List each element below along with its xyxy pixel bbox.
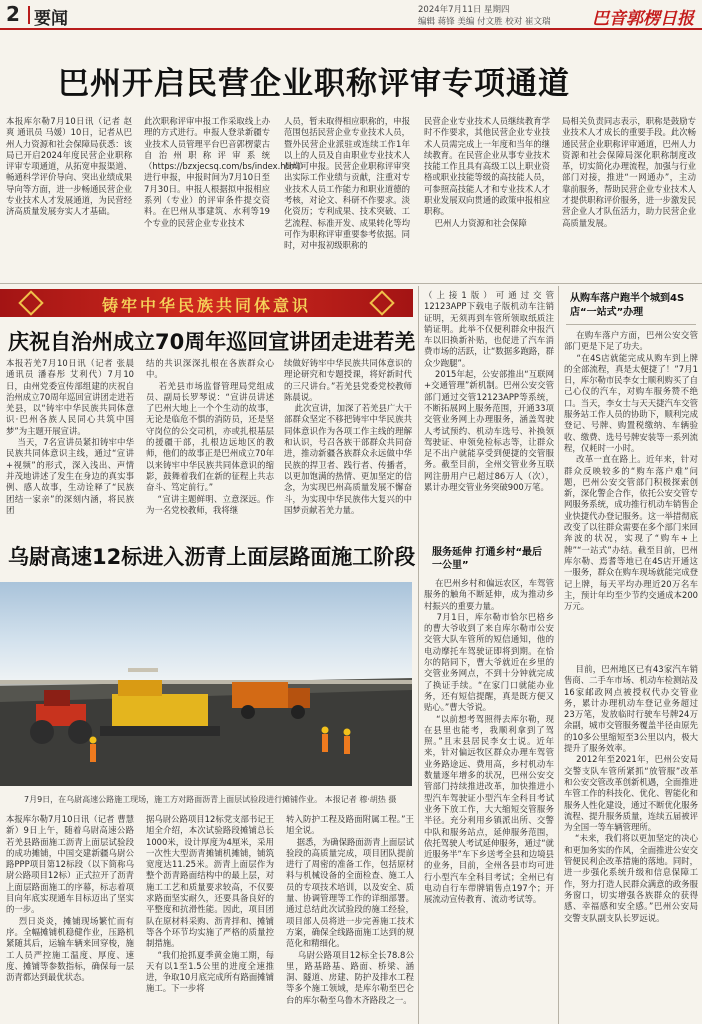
article1-col5: 局相关负责同志表示，职称是鼓励专业技术人才成长的重要手段。此次畅通民营企业职称评审通道，巴州人力资源和社会保障局深化职称制度改革，切实简化办理流程，加强与行业部门对接，推进“一网通办”，主动靠前服务，帮助民营企业专业技术人才提供职称评价服务，进一步激发民营企业人才队伍活力，助力民营企业高质量发展。 (562, 116, 696, 228)
article4-col3: 在购车落户方面，巴州公安交管部门更是下足了功夫。 “在4S店就能完成从购车到上牌的全部流程，真是太便捷了！”7月1日，库尔勒市民李女士顺利购买了自己心仪的汽车，对购车服务赞不绝口。当天，李女士与天天捷汽车交管服务站工作人员的协助下，顺利完成登记、号牌、购置税缴纳、车辆验收、缴费、选号号牌安装等一系列流程，仅耗时一小时。 改革一直在路上。近年来，针对群众反映较多的“购车落户难”问题，巴州公安交管部门积极探索创新，深化警企合作，依托公安交管专网服务系统，成功推行机动车销售企业快捷代办登记服务。这一举措彻底改变了以往群众需要在多个部门来回奔波的状况，实现了“购车+上牌”“一站式”办结。截至目前，巴州库尔勒、焉耆等地已在4S店开通这一服务，群众在购车现场就能完成登记上牌，每天平均办理近20万名车主，预计年均至少节约交通成本200万元。 (564, 330, 699, 612)
paving-scene-illustration (0, 582, 412, 786)
article2-headline: 庆祝自治州成立70周年巡回宣讲团走进若羌 (8, 330, 416, 354)
article3-col3: 转入防护工程及路面附属工程。”王旭全说。 据悉，为确保路面沥青上面层试验段的高质量完成，项目团队提前进行了周密的准备工作，包括原材料与机械设备的全面检查、施工人员的专项技术培训，以及安全、质量、协调管理等工作的详细部署。通过总结此次试验段的施工经验，项目部人员将进一步完善施工技术方案，确保全线路面施工达到的规范化和精细化。 乌尉公路项目12标全长78.8公里，路基路基、路面、桥梁、涵洞、隧道、房建、防护及排水工程等多个施工领域，是库尔勒至巴仑台的库尔勒至乌鲁木齐路段之一。 (286, 814, 414, 1005)
article4-subhead: 服务延伸 打通乡村“最后一公里” (432, 547, 543, 571)
article1-col1: 本报库尔勒7月10日讯（记者 赵爽 通讯员 马媛）10日，记者从巴州人力资源和社会保障局获悉：该局已开启2024年度民营企业职称评审专项通道，从拓宽申报渠道、畅通科学评价导向、突出业绩成果导向等方面，进一步畅通民营企业专业技术人才发展通道，为民营经济高质量发展夯实人才基础。 (6, 116, 132, 217)
ethnic-unity-banner (0, 289, 413, 317)
article2-col1: 本报若羌7月10日讯（记者 张晨 通讯员 潘春彤 艾利代）7月10日，由州党委宣传部组建的庆祝自治州成立70周年巡回宣讲团走进若羌县，以“铸牢中华民族共同体意识·巴州各族人民同心共筑中国梦”为主题开展宣讲。 当天，7名宣讲员紧扣铸牢中华民族共同体意识主线，通过“宣讲+视频”的形式，深入浅出、声情并茂地讲述了发生在身边的真实事例、感人故事，生动诠释了“民族团结一家亲”的深刻内涵，将民族团 (6, 358, 134, 515)
article1-headline: 巴州开启民营企业职称评审专项通道 (58, 66, 570, 102)
newspaper-logo: 巴音郭楞日报 (592, 9, 694, 29)
article4-col1: （上接1版）可通过交管12123APP下载电子版机动车注销证明，无须再到车管所领取纸质注销证明。此举不仅便利群众申报汽车以旧换新补贴，也促进了汽车消费市场的活跃，让“数据多跑路，群众少跑腿”。 2015年起，公安部推出“互联网+交通管理”新机制。巴州公安交管部门通过交管12123APP等系统，不断拓展网上服务范围，开通33项交管业务网上办理服务，涵盖驾驶人考试预约、机动车选号、补换领驾驶证、申领免检标志等，让群众足不出户就能享受到便捷的交管服务。截至目前，全州交管业务互联网注册用户已超过86万人（次），累计办理交管业务突破900万笔。 (424, 290, 554, 493)
column-rule (418, 286, 419, 1024)
photo-caption: 7月9日，在乌尉高速公路施工现场，施工方对路面沥青上面层试验段进行摊铺作业。 本报记者 穆·胡热 摄 (24, 795, 397, 804)
banner-text: 铸牢中华民族共同体意识 (101, 296, 311, 315)
article4-col2: 在巴州乡村和偏远农区，车驾管服务的触角不断延伸，成为推动乡村振兴的重要力量。 7月1日，库尔勒市恰尔巴格乡的曹大爷收到了来自库尔勒市公安交管大队车管所的短信通知，他的电动摩托车驾驶证即将到期。在恰尔的陪同下，曹大爷就近在乡里的交管业务网点，不到十分钟就完成了换证手续。“在家门口就能办业务，还有短信提醒，真是既方便又贴心。”曹大爷说。 “以前想考驾照得去库尔勒，现在县里也能考，我顺利拿到了驾照。”且末县居民李女士说。近年来，针对偏远牧区群众办理车驾管业务路途远、费用高，乡村机动车数量逐年增多的状况，巴州公安交管部门持续推进改革，加快推进小型汽车驾驶证小型汽车全科目考试业务下放工作，大大缩短交管服务半径。充分利用乡镇派出所、交警中队和服务站点，延伸服务范围，依托驾驶人考试延伸服务，通过“就近服务半”车下乡送考全县和边境县的业务，目前，全州各县市均可进行小型汽车全科目考试；全州已有电动自行车带牌销售点197个；开展流动宣传教育、流动考试等。 (424, 578, 555, 905)
column-rule (558, 286, 559, 1024)
article1-col4: 民营企业专业技术人员继续教育学时不作要求，其他民营企业专业技术人员需完成上一年度和当年的继续教育。在民营企业从事专业技术技能工作且具有高级工以上职业资格或职业技能等级的高技能人员，可参照高技能人才和专业技术人才职业发展双向贯通的政策申报相应职称。 巴州人力资源和社会保障 (424, 116, 550, 228)
issue-date: 2024年7月11日 星期四 (418, 5, 510, 15)
paver-machine-icon (100, 668, 220, 736)
divider (0, 283, 702, 284)
article1-col3: 人员，暂未取得相应职称的，申报范围包括民营企业专业技术人员，暨外民营企业派驻或连续工作1年以上的人员及自由职业专业技术人员均可申报。民营企业职称评审突出实际工作业绩与贡献，注重对专业技术人员工作能力和职业道德的考核，对论文、科研不作要求。淡化资历；专利成果、技术突破、工艺流程、标准开发、成果转化等均可作为职称评审重要参考依据。同时，对申报初级职称的 (284, 116, 410, 251)
article2-col2: 结的共识深深扎根在各族群众心中。 若羌县市场监督管理局党组成员、副局长罗琴说：“宣讲员讲述了巴州大地上一个个生动的故事，无论是临危不惧的消防员，还是坚守岗位的公交司机，亦或扎根基层的援疆干部，扎根边远地区的教师，他们的故事正是巴州成立70年以来铸牢中华民族共同体意识的缩影，鼓舞着我们在新的征程上共志奋斗、笃定前行。” “宣讲主题鲜明、立意深远。作为一名党校教师，我将继 (146, 358, 275, 515)
editors-line: 编辑 蒋锋 美编 付文胜 校对 崔文瑞 (418, 17, 551, 27)
article1-col2: 此次职称评审申报工作采取线上办理的方式进行。申报人登录新疆专业技术人员管理平台巴音郭楞蒙古自治州职称评审系统（https://bzxjecsq.com/bs/index.html）进行申报，申报时间为7月10日至7月30日。申报人根据拟申报相应系列（专业）的评审条件提交资料。在巴州从事建筑、水利等19个专业的民营企业专业技术 (144, 116, 308, 228)
section-name: 要闻 (34, 9, 68, 29)
article3-headline: 乌尉高速12标进入沥青上面层路面施工阶段 (8, 545, 416, 569)
article2-col3: 续做好铸牢中华民族共同体意识的理论研究和专题授课，将好新时代的三尺讲台。”若羌县党委党校教师陈晨说。 此次宣讲，加深了若羌县广大干部群众坚定不移把铸牢中华民族共同体意识作为各项工作主线的理解和认识，号召各族干部群众共同奋进，推动新疆各族群众永远做中华民族的捍卫者、践行者、传播者，以更加饱满的热情、更加坚定的信念，为实现巴州高质量发展不懈奋斗，为实现中华民族伟大复兴的中国梦贡献若羌力量。 (284, 358, 412, 515)
page-header (0, 0, 702, 30)
article3-col1: 本报库尔勒7月10日讯（记者 曹慧新）9日上午，随着乌尉高速公路若羌县路面施工沥青上面层试验段的成功摊铺，中国交建新疆乌尉公路PPP项目第12标段（以下简称乌尉公路项目12标）正式拉开了沥青上面层路面施工的序幕，标志着项目向年底实现通车目标迈出了坚实的一步。 烈日炎炎，摊铺现场繁忙而有序。全幅摊铺机稳健作业，压路机紧随其后，运输车辆来回穿梭，施工人员严控施工温度、厚度、速度、摊铺等参数指标，确保每一层沥青都达到最优状态。 (6, 814, 135, 983)
header-separator (28, 6, 30, 24)
box-divider (566, 324, 696, 325)
road-construction-photo (0, 582, 412, 786)
article4-box-title: 从购车落户跑半个城到4S店“一站式”办理 (570, 293, 685, 318)
article4-col4: 目前，巴州地区已有43家汽车销售商、二手车市场、机动车检测站及16家邮政网点被授权代办交管业务，累计办理机动车登记业务超过23万笔，发放临时行驶车号牌24万余副，城市交管服务覆盖半径由原先的10多公里缩短至3公里以内，极大提升了服务效率。 2012年至2021年，巴州公安局交警支队车管所紧抓“放管服”改革和公安交管改革创新机遇，全面推进车管工作的科技化、优化、智能化和服务人性化建设，通过不断优化服务流程、提升服务质量，连续五届被评为全国一等车辆管理所。 “未来，我们将以更加坚定的决心和更加务实的作风，全面推进公安交管便民利企改革措施的落地。同时，进一步强化系统升级和信息保障工作，努力打造人民群众满意的政务服务窗口，切实增强各族群众的获得感、幸福感和安全感。”巴州公安局交警支队副支队长罗远说。 (564, 664, 698, 923)
article3-col2: 据乌尉公路项目12标党支部书记王旭全介绍，本次试验路段摊铺总长1000米，设计厚度为4厘米，采用一次性大型沥青摊铺机摊铺，铺筑宽度达11.25米。沥青上面层作为整个沥青路面结构中的最上层，对施工工艺和质量要求较高，不仅要求路面坚实耐久，还要具备良好的平整度和抗滑性能。因此，项目团队在原材料采购、沥青拌和、摊铺等各个环节均实施了严格的质量控制措施。 “我们抢抓夏季黄金施工期，每天有以1至1.5公里的进度全速推进，争取10月底完成所有路面摊铺施工。下一步将 (146, 814, 274, 994)
page-number: 2 (6, 2, 20, 26)
